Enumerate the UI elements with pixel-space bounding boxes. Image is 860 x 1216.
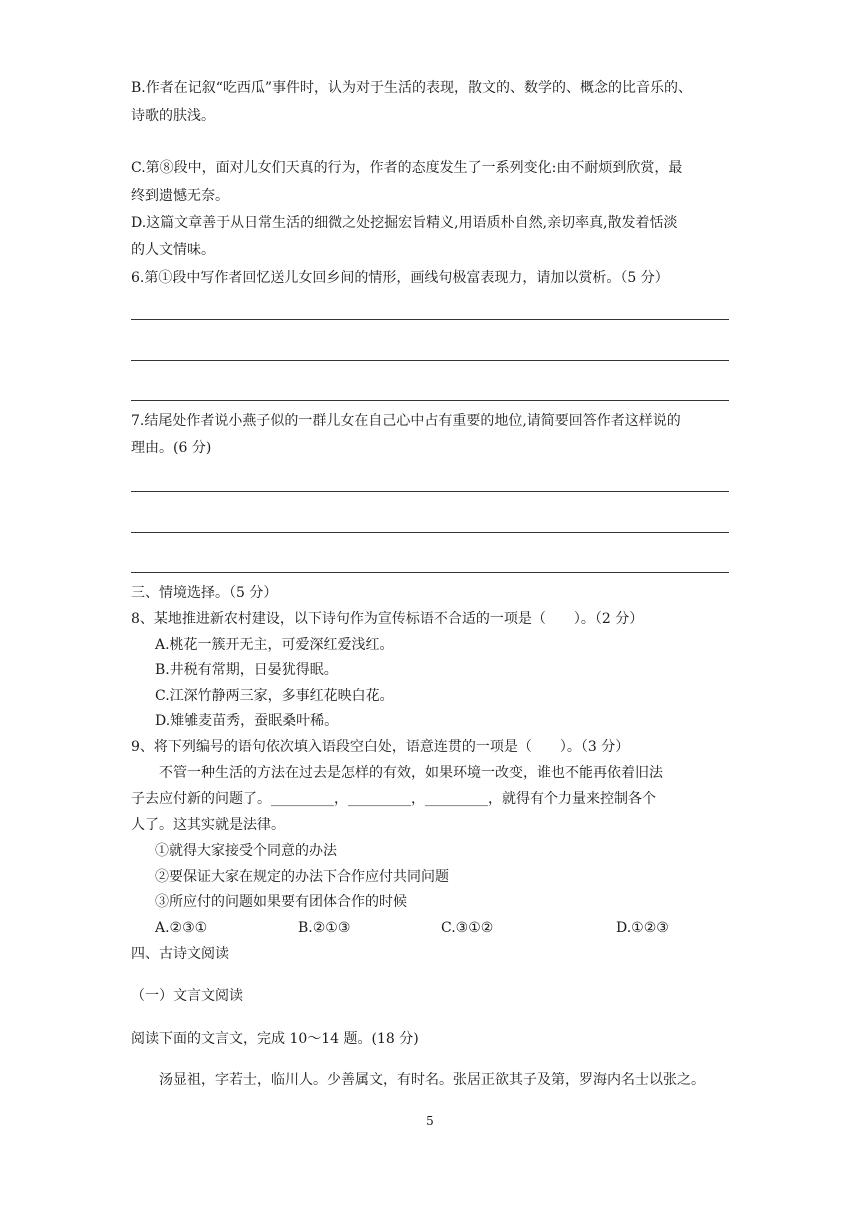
answer-line [131,572,729,573]
q9-passage-line1: 不管一种生活的方法在过去是怎样的有效，如果环境一改变，谁也不能再依着旧法 [159,765,663,781]
answer-line [131,491,729,492]
question-7-line1: 7.结尾处作者说小燕子似的一群儿女在自己心中占有重要的地位,请简要回答作者这样说的 [131,413,681,429]
section-3-heading: 三、情境选择。（5 分） [131,585,278,601]
answer-line [131,532,729,533]
page-number: 5 [426,1114,434,1128]
classical-text-line1: 汤显祖，字若士，临川人。少善属文，有时名。张居正欲其子及第，罗海内名士以张之。 [159,1072,705,1088]
subsection-heading: （一）文言文阅读 [131,988,243,1004]
option-c-line2: 终到遗憾无奈。 [131,188,229,204]
option-d-line2: 的人文情味。 [131,242,215,258]
option-b-line1: B.作者在记叙“吃西瓜”事件时，认为对于生活的表现，散文的、数学的、概念的比音乐的、 [131,80,693,96]
option-d-line1: D.这篇文章善于从日常生活的细微之处挖掘宏旨精义,用语质朴自然,亲切率真,散发着恬淡 [131,215,678,231]
q9-sentence-1: ①就得大家接受个同意的办法 [155,843,337,859]
q9-option-b: B.②①③ [298,920,351,936]
q8-option-c: C.江深竹静两三家，多事红花映白花。 [155,688,394,704]
answer-line [131,319,729,320]
question-7-line2: 理由。(6 分) [131,440,212,456]
q9-passage-line3: 人了。这其实就是法律。 [131,817,285,833]
option-b-line2: 诗歌的肤浅。 [131,108,215,124]
answer-line [131,400,729,401]
q9-option-d: D.①②③ [616,920,669,936]
q8-option-d: D.雉雊麦苗秀，蚕眠桑叶稀。 [155,713,339,729]
answer-line [131,360,729,361]
q9-sentence-2: ②要保证大家在规定的办法下合作应付共同问题 [155,869,449,885]
question-6: 6.第①段中写作者回忆送儿女回乡间的情形，画线句极富表现力，请加以赏析。（5 分） [131,270,669,286]
q9-option-a: A.②③① [155,920,208,936]
section-4-heading: 四、古诗文阅读 [131,946,229,962]
q9-sentence-3: ③所应付的问题如果要有团体合作的时候 [155,894,407,910]
question-8: 8、某地推进新农村建设，以下诗句作为宣传标语不合适的一项是（ ）。（2 分） [131,611,644,627]
q8-option-b: B.井税有常期，日晏犹得眠。 [155,662,338,678]
option-c-line1: C.第⑧段中，面对儿女们天真的行为，作者的态度发生了一系列变化:由不耐烦到欣赏，最 [131,160,683,176]
q9-passage-line2: 子去应付新的问题了。_________，_________，_________，就得有个力量来控制各个 [131,791,656,807]
q8-option-a: A.桃花一簇开无主，可爱深红爱浅红。 [155,637,394,653]
question-9: 9、将下列编号的语句依次填入语段空白处，语意连贯的一项是（ ）。（3 分） [131,739,630,755]
q9-option-c: C.③①② [441,920,494,936]
reading-instructions: 阅读下面的文言文，完成 10～14 题。(18 分) [131,1031,419,1047]
